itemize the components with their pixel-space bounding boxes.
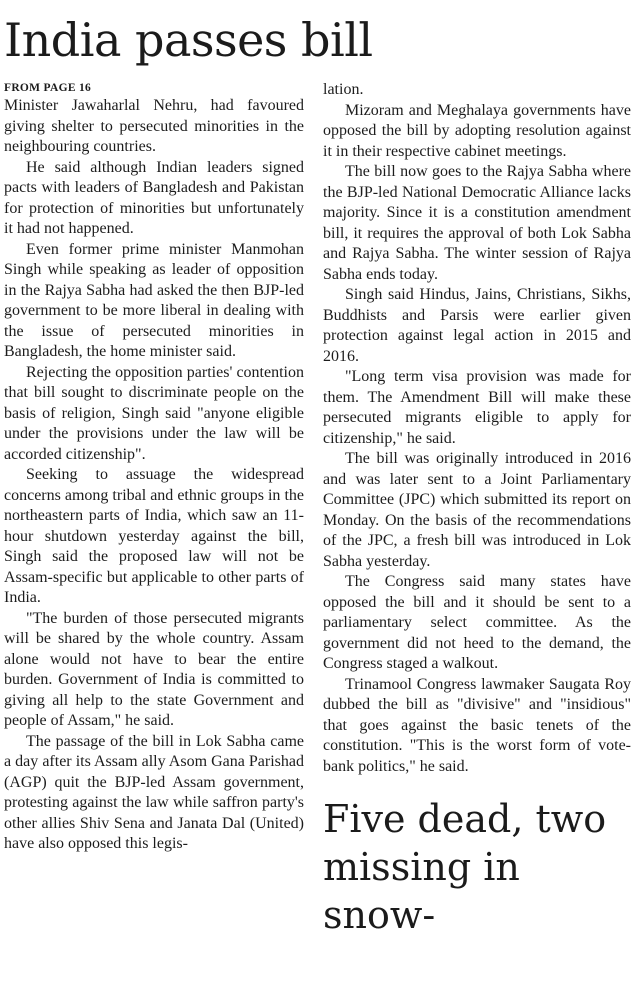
paragraph: The Congress said many states have opposed the bill and it should be sent to a parliamentary select committee. As the government did not heed to the demand, the Congress staged a walkout. [323,573,631,672]
paragraph: Singh said Hindus, Jains, Christians, Sikhs, Buddhists and Parsis were earlier given protection against legal action in 2015 and 2016. [323,286,631,365]
paragraph: "The burden of those persecuted migrants will be shared by the whole country. Assam alone would not have to bear the entire burden. Government of India is committed to giving all help to the state Government and people of Assam," he said. [4,609,304,729]
paragraph: Mizoram and Meghalaya governments have opposed the bill by adopting resolution against it in their respective cabinet meetings. [323,101,631,160]
paragraph: Trinamool Congress lawmaker Saugata Roy dubbed the bill as "divisive" and "insidious" that goes against the basic tenets of the constitution. "This is the worst form of vote-bank politics," he said. [323,675,631,775]
paragraph: The passage of the bill in Lok Sabha came a day after its Assam ally Asom Gana Parishad (AGP) quit the BJP-led Assam government, protesting against the law while saffron party's other allies Shiv Sena and Janata Dal (United) have also opposed this legis- [4,732,304,852]
paragraph: Minister Jawaharlal Nehru, had favoured giving shelter to persecuted minorities in the neighbouring countries. [4,97,304,155]
paragraph: The bill was originally introduced in 2016 and was later sent to a Joint Parliamentary Committee (JPC) which submitted its report on Monday. On the basis of the recommendations of the JPC, a fresh bill was introduced in Lok Sabha yesterday. [323,450,631,570]
article-right-column [323,80,631,939]
paragraph: Even former prime minister Manmohan Singh while speaking as leader of opposition in the Rajya Sabha had asked the then BJP-led government to be more liberal in dealing with the issue of persecuted minorities in Bangladesh, the home minister said. [4,240,304,360]
dateline: FROM PAGE 16 [4,82,92,94]
paragraph: Seeking to assuage the widespread concerns among tribal and ethnic groups in the northeastern parts of India, which saw an 11-hour shutdown yesterday against the bill, Singh said the proposed law will not be Assam-specific but applicable to other parts of India. [4,466,304,606]
paragraph: "Long term visa provision was made for them. The Amendment Bill will make these persecuted migrants eligible to apply for citizenship," he said. [323,368,631,447]
article-left-column [4,80,304,855]
paragraph: He said although Indian leaders signed pacts with leaders of Bangladesh and Pakistan for protection of minorities but unfortunately it had not happened. [4,158,304,237]
paragraph: Rejecting the opposition parties' contention that bill sought to discriminate people on the basis of religion, Singh said "anyone eligible under the provisions under the law will be accorded citizenship". [4,363,304,463]
next-article-headline: Five dead, two missing in snow- [323,797,607,937]
article-headline: India passes bill [4,13,373,67]
paragraph: lation. [323,81,364,98]
paragraph: The bill now goes to the Rajya Sabha where the BJP-led National Democratic Alliance lacks majority. Since it is a constitution amendment bill, it requires the approval of both Lok Sabha and Rajya Sabha. The winter session of Rajya Sabha ends today. [323,163,631,283]
